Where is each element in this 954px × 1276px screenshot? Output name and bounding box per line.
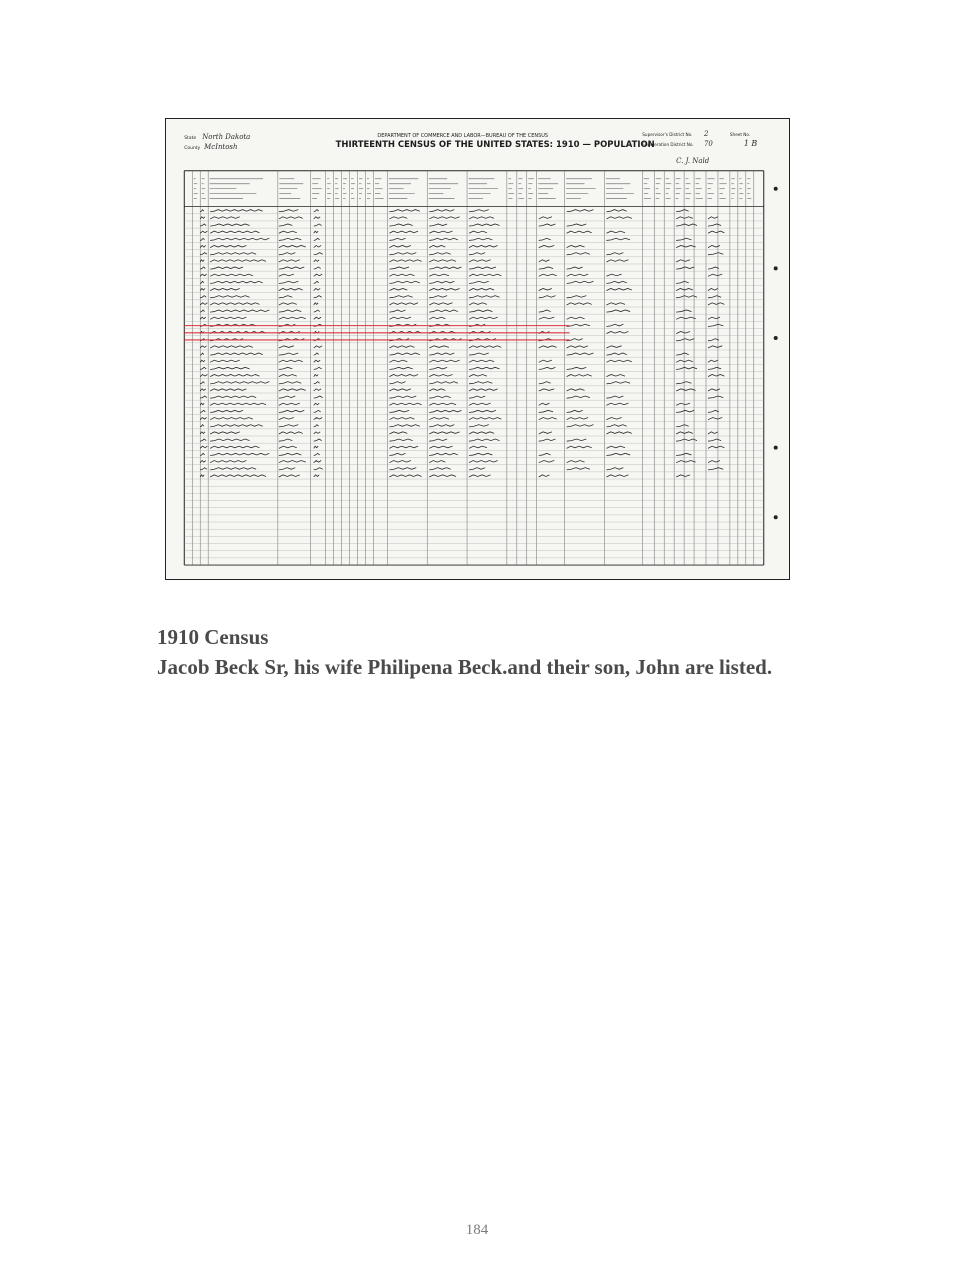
scan-mark	[774, 446, 778, 450]
supervisor-district-value: 2	[704, 129, 709, 138]
census-department-text: DEPARTMENT OF COMMERCE AND LABOR—BUREAU OF THE CENSUS	[377, 132, 549, 139]
enumeration-district-value: 70	[704, 139, 713, 148]
caption-body: Jacob Beck Sr, his wife Philipena Beck.and their son, John are listed.	[157, 655, 773, 679]
sheet-value: 1 B	[743, 138, 758, 148]
supervisor-district-label: Supervisor's District No.	[642, 131, 693, 137]
census-sheet-scan	[166, 119, 789, 579]
caption-title: 1910 Census	[157, 625, 269, 649]
caption	[157, 622, 797, 682]
scan-mark	[774, 187, 778, 191]
scan-mark	[774, 336, 778, 340]
scan-mark	[774, 266, 778, 270]
county-label: County	[184, 145, 201, 151]
sheet-label: Sheet No.	[729, 131, 751, 137]
county-value: McIntosh	[204, 142, 238, 151]
enumeration-district-label: Enumeration District No.	[642, 141, 694, 147]
state-label: State	[184, 135, 197, 141]
state-value: North Dakota	[202, 132, 251, 141]
scan-mark	[774, 515, 778, 519]
census-image	[165, 118, 790, 580]
census-title-text: THIRTEENTH CENSUS OF THE UNITED STATES: 1910 — POPULATION	[335, 138, 655, 149]
page-number: 184	[465, 1222, 489, 1238]
enumerator-value: C. J. Nald	[676, 156, 710, 165]
